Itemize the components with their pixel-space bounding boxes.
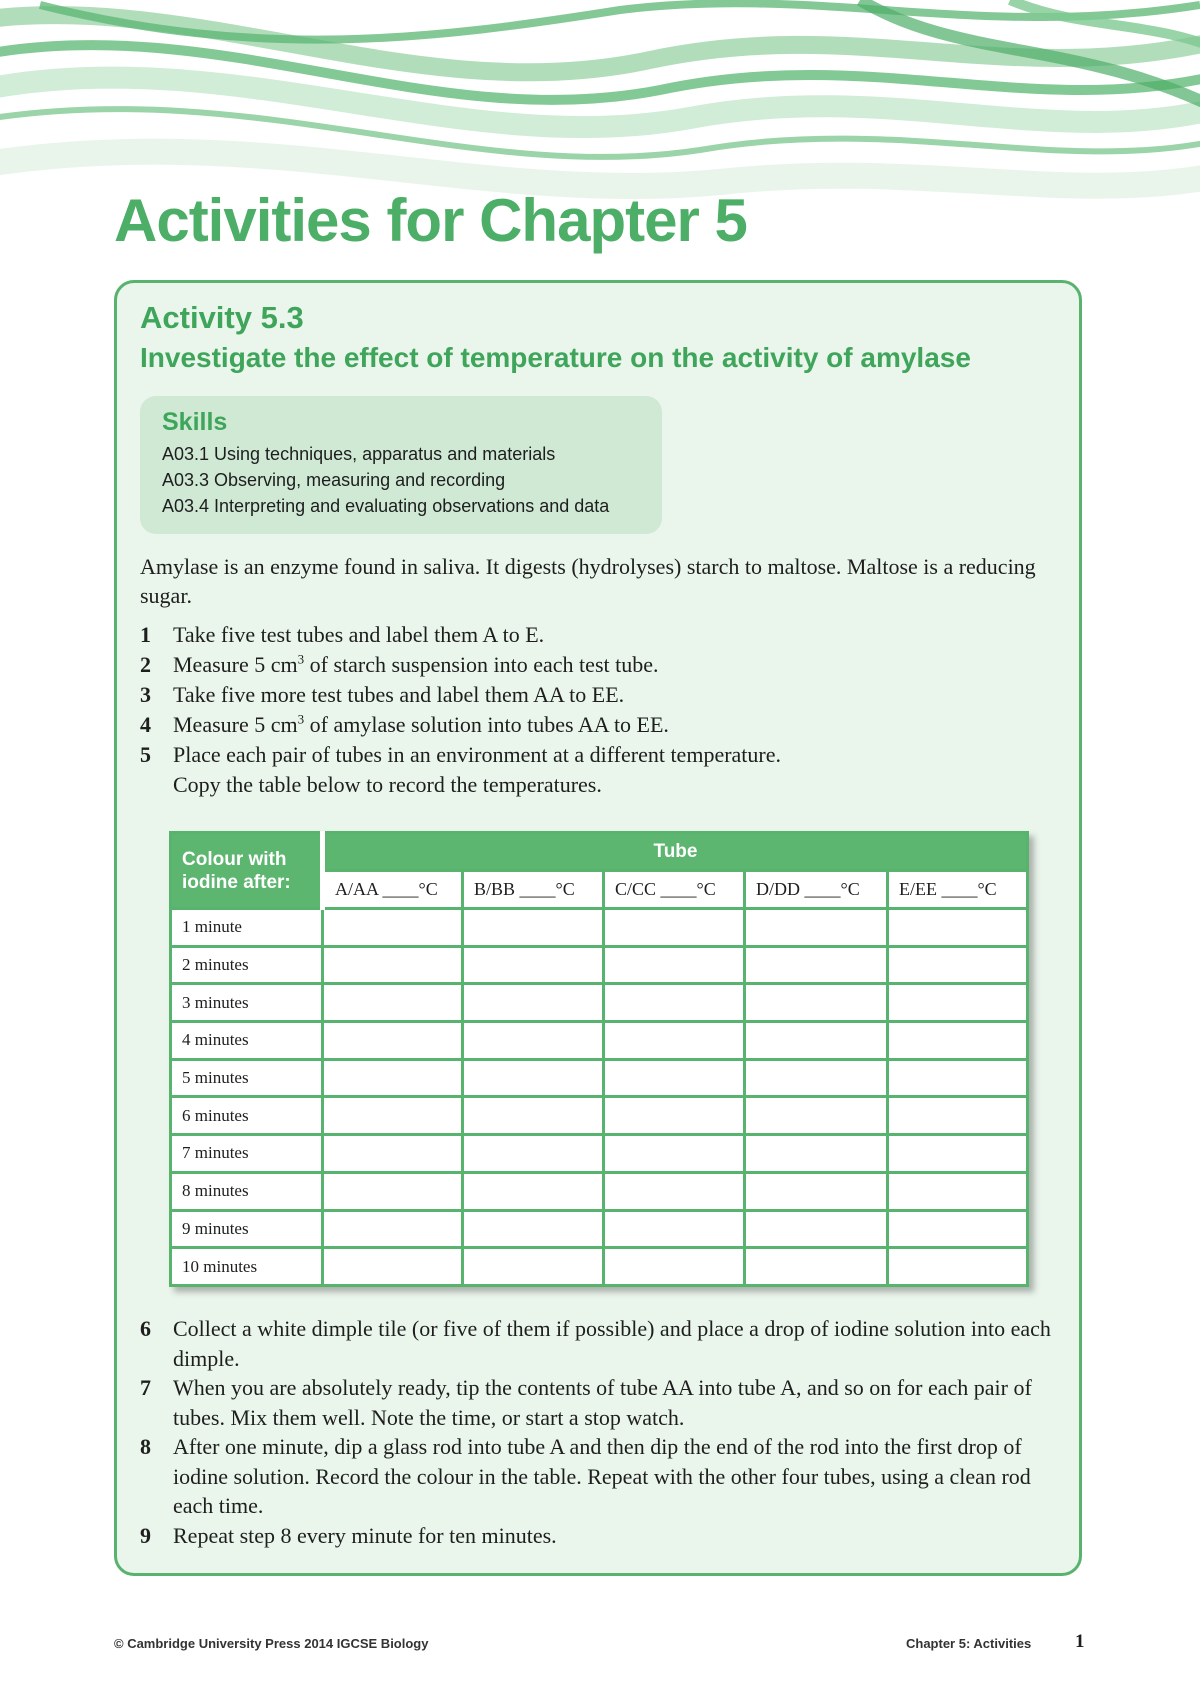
table-row bbox=[171, 909, 1028, 947]
skill-item: A03.1 Using techniques, apparatus and materials bbox=[162, 444, 556, 464]
column-header-temperature: D/DD ____°C bbox=[745, 871, 888, 909]
step-item bbox=[140, 740, 1070, 800]
table-cell bbox=[463, 984, 604, 1022]
table-cell bbox=[604, 946, 745, 984]
step-text: Take five more test tubes and label them AA to EE. bbox=[173, 682, 625, 707]
step-number: 8 bbox=[140, 1434, 151, 1459]
step-item bbox=[140, 650, 1070, 680]
row-label: 3 minutes bbox=[171, 984, 323, 1022]
step-text-part: Measure 5 cm bbox=[173, 652, 298, 677]
table-cell bbox=[745, 1172, 888, 1210]
step-number: 9 bbox=[140, 1522, 151, 1548]
table-cell bbox=[323, 1135, 463, 1173]
table-cell bbox=[463, 1172, 604, 1210]
table-cell bbox=[745, 1135, 888, 1173]
row-label: 6 minutes bbox=[171, 1097, 323, 1135]
row-label: 5 minutes bbox=[171, 1059, 323, 1097]
table-cell bbox=[463, 946, 604, 984]
step-number: 5 bbox=[140, 742, 151, 767]
step-number: 6 bbox=[140, 1316, 151, 1341]
table-cell bbox=[463, 1022, 604, 1060]
step-text bbox=[173, 710, 1070, 740]
step-text-part: Place each pair of tubes in an environment at a different temperature. bbox=[173, 742, 781, 767]
table-row bbox=[171, 946, 1028, 984]
step-number: 7 bbox=[140, 1375, 151, 1400]
table-row bbox=[171, 1097, 1028, 1135]
activity-number: Activity 5.3 bbox=[140, 300, 304, 335]
table-cell bbox=[745, 1248, 888, 1286]
table-row bbox=[171, 1135, 1028, 1173]
table-cell bbox=[604, 1059, 745, 1097]
table-cell bbox=[463, 1135, 604, 1173]
step-text bbox=[173, 740, 1070, 800]
skills-title: Skills bbox=[162, 408, 228, 436]
column-header-temperature: A/AA ____°C bbox=[323, 871, 463, 909]
step-item bbox=[140, 1432, 1070, 1521]
results-table bbox=[169, 831, 1029, 1287]
table-cell bbox=[323, 1097, 463, 1135]
step-number: 2 bbox=[140, 652, 151, 677]
step-text-part: Copy the table below to record the temperatures. bbox=[173, 772, 602, 797]
superscript: 3 bbox=[297, 651, 305, 667]
step-item bbox=[140, 680, 1070, 710]
table-cell bbox=[604, 909, 745, 947]
table-group-header: Tube bbox=[323, 833, 1028, 871]
column-header-temperature: E/EE ____°C bbox=[888, 871, 1028, 909]
table-cell bbox=[604, 1172, 745, 1210]
step-text-part: of starch suspension into each test tube. bbox=[304, 652, 659, 677]
step-text-part: of amylase solution into tubes AA to EE. bbox=[304, 712, 669, 737]
table-cell bbox=[888, 1248, 1028, 1286]
skill-item: A03.3 Observing, measuring and recording bbox=[162, 470, 506, 490]
superscript: 3 bbox=[297, 711, 305, 727]
table-cell bbox=[463, 1248, 604, 1286]
table-cell bbox=[323, 984, 463, 1022]
table-cell bbox=[604, 1097, 745, 1135]
table-row bbox=[171, 1172, 1028, 1210]
row-label: 10 minutes bbox=[171, 1248, 323, 1286]
step-item bbox=[140, 1314, 1070, 1373]
step-item bbox=[140, 1373, 1070, 1432]
table-cell bbox=[463, 909, 604, 947]
table-cell bbox=[463, 1059, 604, 1097]
footer-chapter-label: Chapter 5: Activities bbox=[906, 1636, 1032, 1651]
skills-panel bbox=[140, 396, 662, 534]
row-label: 7 minutes bbox=[171, 1135, 323, 1173]
chapter-title: Activities for Chapter 5 bbox=[114, 187, 747, 254]
table-row bbox=[171, 1248, 1028, 1286]
table-cell bbox=[323, 1059, 463, 1097]
table-row bbox=[171, 1059, 1028, 1097]
skill-item: A03.4 Interpreting and evaluating observations and data bbox=[162, 496, 610, 516]
table-cell bbox=[323, 1210, 463, 1248]
table-cell bbox=[745, 1210, 888, 1248]
table-cell bbox=[604, 1248, 745, 1286]
table-cell bbox=[604, 1135, 745, 1173]
row-label: 2 minutes bbox=[171, 946, 323, 984]
table-row bbox=[171, 1022, 1028, 1060]
activity-subtitle: Investigate the effect of temperature on the activity of amylase bbox=[140, 342, 971, 373]
table-cell bbox=[888, 946, 1028, 984]
step-item bbox=[140, 1521, 1070, 1551]
step-text: Take five test tubes and label them A to E. bbox=[173, 622, 545, 647]
table-cell bbox=[463, 1097, 604, 1135]
row-label: 9 minutes bbox=[171, 1210, 323, 1248]
column-header-temperature: C/CC ____°C bbox=[604, 871, 745, 909]
step-number: 3 bbox=[140, 682, 151, 707]
table-cell bbox=[888, 1135, 1028, 1173]
row-label: 1 minute bbox=[171, 909, 323, 947]
table-cell bbox=[745, 909, 888, 947]
column-header-temperature: B/BB ____°C bbox=[463, 871, 604, 909]
table-cell bbox=[888, 984, 1028, 1022]
table-cell bbox=[745, 946, 888, 984]
table-row bbox=[171, 1210, 1028, 1248]
step-text bbox=[173, 650, 1070, 680]
table-cell bbox=[323, 909, 463, 947]
footer-copyright: © Cambridge University Press 2014 IGCSE Biology bbox=[114, 1636, 429, 1651]
row-label: 8 minutes bbox=[171, 1172, 323, 1210]
step-text-part: Measure 5 cm bbox=[173, 712, 298, 737]
step-number: 4 bbox=[140, 712, 151, 737]
table-cell bbox=[888, 1059, 1028, 1097]
table-cell bbox=[745, 1059, 888, 1097]
table-cell bbox=[745, 984, 888, 1022]
table-cell bbox=[323, 1022, 463, 1060]
table-cell bbox=[604, 984, 745, 1022]
table-cell bbox=[888, 1097, 1028, 1135]
table-cell bbox=[888, 909, 1028, 947]
table-row bbox=[171, 984, 1028, 1022]
table-cell bbox=[323, 1248, 463, 1286]
table-cell bbox=[323, 946, 463, 984]
table-cell bbox=[745, 1022, 888, 1060]
intro-paragraph: Amylase is an enzyme found in saliva. It digests (hydrolyses) starch to maltose. Maltose is a reducing sugar. bbox=[140, 554, 1036, 608]
table-cell bbox=[888, 1172, 1028, 1210]
skills-list bbox=[162, 441, 640, 519]
page-number: 1 bbox=[1075, 1631, 1085, 1652]
table-cell bbox=[323, 1172, 463, 1210]
table-cell bbox=[463, 1210, 604, 1248]
table-cell bbox=[745, 1097, 888, 1135]
step-number: 1 bbox=[140, 622, 151, 647]
steps-list-before-table bbox=[140, 620, 1070, 800]
table-cell bbox=[888, 1210, 1028, 1248]
step-text: After one minute, dip a glass rod into tube A and then dip the end of the rod into the first drop of iodine solution. Record the colour in the table. Repeat with the other four tubes, using a clean rod each time. bbox=[173, 1434, 1031, 1518]
step-text: When you are absolutely ready, tip the contents of tube AA into tube A, and so on for each pair of tubes. Mix them well. Note the time, or start a stop watch. bbox=[173, 1375, 1032, 1430]
step-text: Repeat step 8 every minute for ten minutes. bbox=[173, 1522, 557, 1548]
steps-list-after-table bbox=[140, 1314, 1070, 1550]
table-cell bbox=[604, 1210, 745, 1248]
table-corner-header: Colour with iodine after: bbox=[171, 833, 323, 909]
step-text: Collect a white dimple tile (or five of them if possible) and place a drop of iodine solution into each dimple. bbox=[173, 1316, 1051, 1371]
table-cell bbox=[888, 1022, 1028, 1060]
row-label: 4 minutes bbox=[171, 1022, 323, 1060]
step-item bbox=[140, 710, 1070, 740]
table-cell bbox=[604, 1022, 745, 1060]
step-item bbox=[140, 620, 1070, 650]
